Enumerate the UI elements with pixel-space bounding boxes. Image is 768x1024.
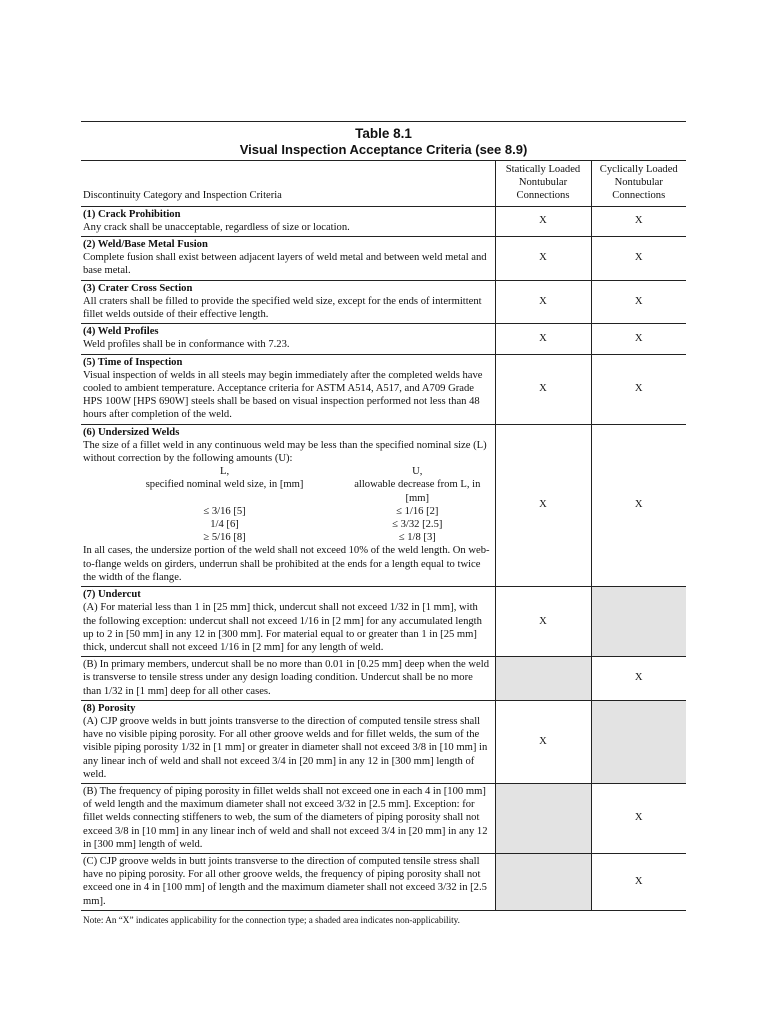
criteria-cell [81, 324, 495, 354]
table-row [81, 700, 686, 783]
static-not-applicable [495, 657, 591, 701]
row-text: (B) In primary members, undercut shall be no more than 0.01 in [0.25 mm] deep when the weld is transverse to tensile stress under any design loading condition. Undercut shall be no more than 1/32 in [1 mm] deep for all other cases. [83, 659, 489, 697]
sub-value-u: ≤ 1/16 [2] [396, 505, 439, 517]
row-heading: (5) Time of Inspection [83, 356, 183, 368]
header-statically-loaded: Statically Loaded Nontubular Connections [495, 161, 591, 207]
cyclic-mark: X [591, 424, 686, 586]
row-text: Weld profiles shall be in conformance with 7.23. [83, 339, 290, 351]
row-text: (A) CJP groove welds in butt joints transverse to the direction of computed tensile stress shall have no visible piping porosity. For all other groove welds and for fillet welds, the sum of the visible piping porosity 1/32 in [1 mm] or greater in diameter shall not exceed 3/8 in [10 mm] in any linear inch of weld and shall not exceed 3/4 in [20 mm] in any 12 in [300 mm] length of weld. [83, 715, 488, 780]
static-mark: X [495, 280, 591, 324]
static-mark: X [495, 206, 591, 236]
sub-header-u: U, [412, 466, 423, 478]
cyclic-not-applicable [591, 700, 686, 783]
criteria-cell [81, 280, 495, 324]
inspection-criteria-table [81, 160, 686, 911]
sub-header-l: L, [219, 466, 230, 478]
row-text: (A) For material less than 1 in [25 mm] thick, undercut shall not exceed 1/32 in [1 mm], with the following exception: undercut shall not exceed 1/16 in [2 mm] for any accumulated length up to 2 in [50 mm] in any 12 in [300 mm]. For material equal to or greater than 1 in [25 mm] thick, undercut shall not exceed 1/16 in [2 mm] for any length of weld. [83, 602, 482, 653]
static-not-applicable [495, 783, 591, 853]
row-heading: (8) Porosity [83, 702, 136, 714]
static-not-applicable [495, 853, 591, 910]
criteria-cell [81, 783, 495, 853]
sub-value-l: ≥ 5/16 [8] [203, 532, 246, 544]
table-row [81, 324, 686, 354]
cyclic-mark: X [591, 237, 686, 281]
table-title-block [81, 122, 686, 160]
undersize-subrow [83, 505, 493, 518]
sub-value-u: ≤ 3/32 [2.5] [392, 519, 443, 531]
table-row [81, 783, 686, 853]
table-row [81, 206, 686, 236]
cyclic-mark: X [591, 853, 686, 910]
row-text: All craters shall be filled to provide the specified weld size, except for the ends of intermittent fillet welds outside of their effective length. [83, 295, 482, 321]
table-row [81, 237, 686, 281]
cyclic-mark: X [591, 324, 686, 354]
static-mark: X [495, 424, 591, 586]
undersize-subrow [83, 531, 493, 544]
table-row [81, 657, 686, 701]
undersize-subtable-header [83, 465, 493, 478]
static-mark: X [495, 354, 591, 424]
row-text: The size of a fillet weld in any continuous weld may be less than the specified nominal size (L) without correction by the following amounts (U): [83, 439, 487, 465]
row-heading: (7) Undercut [83, 589, 141, 601]
table-row [81, 424, 686, 586]
header-cyclically-loaded: Cyclically Loaded Nontubular Connections [591, 161, 686, 207]
undersize-subtable-header-2 [83, 478, 493, 504]
row-text: Complete fusion shall exist between adjacent layers of weld metal and between weld metal and base metal. [83, 252, 487, 277]
table-row [81, 853, 686, 910]
row-text-continued: In all cases, the undersize portion of the weld shall not exceed 10% of the weld length. On web-to-flange welds on girders, underrun shall be prohibited at the ends for a length equal to twice the width of the flange. [83, 545, 490, 583]
criteria-cell [81, 424, 495, 586]
table-row [81, 587, 686, 657]
table-note: Note: An “X” indicates applicability for the connection type; a shaded area indicates non-applicability. [83, 914, 460, 925]
cyclic-mark: X [591, 657, 686, 701]
row-heading: (1) Crack Prohibition [83, 208, 181, 220]
header-criteria: Discontinuity Category and Inspection Criteria [81, 161, 495, 207]
sub-value-l: 1/4 [6] [210, 519, 239, 531]
static-mark: X [495, 700, 591, 783]
row-text: (B) The frequency of piping porosity in fillet welds shall not exceed one in each 4 in [100 mm] of weld length and the maximum diameter shall not exceed 3/32 in [2.5 mm]. Exception: for fillet welds connecting stiffeners to web, the sum of the diameters of piping porosity shall not exceed 3/8 in [10 mm] in any linear inch of weld and shall not exceed 3/4 in [20 mm] in any 12 in [300 mm] length of weld. [83, 785, 488, 850]
criteria-cell [81, 853, 495, 910]
row-text: Visual inspection of welds in all steels may begin immediately after the completed welds have cooled to ambient temperature. Acceptance criteria for ASTM A514, A517, and A709 Grade HPS 100W [HPS 690W] steels shall be based on visual inspection performed not less than 48 hours after completion of the weld. [83, 369, 483, 421]
static-mark: X [495, 237, 591, 281]
criteria-cell [81, 657, 495, 701]
document-page [81, 121, 686, 926]
cyclic-mark: X [591, 354, 686, 424]
row-heading: (2) Weld/Base Metal Fusion [83, 239, 208, 251]
sub-header-l-desc: specified nominal weld size, in [mm] [145, 479, 304, 491]
criteria-cell [81, 700, 495, 783]
row-heading: (3) Crater Cross Section [83, 282, 193, 294]
row-text: (C) CJP groove welds in butt joints transverse to the direction of computed tensile stress shall have no piping porosity. For all other groove welds, the frequency of piping porosity shall not exceed one in 4 in [100 mm] of length and the maximum diameter shall not exceed 3/32 in [2.5 mm]. [83, 855, 487, 907]
undersize-subrow [83, 518, 493, 531]
cyclic-not-applicable [591, 587, 686, 657]
static-mark: X [495, 324, 591, 354]
table-row [81, 354, 686, 424]
table-row [81, 280, 686, 324]
table-title: Table 8.1 [355, 126, 412, 141]
table-header-row [81, 161, 686, 207]
sub-value-l: ≤ 3/16 [5] [203, 505, 246, 517]
cyclic-mark: X [591, 783, 686, 853]
row-heading: (6) Undersized Welds [83, 426, 180, 438]
sub-value-u: ≤ 1/8 [3] [398, 532, 436, 544]
row-text: Any crack shall be unacceptable, regardless of size or location. [83, 221, 350, 233]
cyclic-mark: X [591, 206, 686, 236]
criteria-cell [81, 206, 495, 236]
sub-header-u-desc: allowable decrease from L, in [mm] [354, 479, 481, 504]
criteria-cell [81, 587, 495, 657]
criteria-cell [81, 354, 495, 424]
table-subtitle: Visual Inspection Acceptance Criteria (see 8.9) [239, 142, 528, 157]
row-heading: (4) Weld Profiles [83, 326, 159, 338]
criteria-cell [81, 237, 495, 281]
static-mark: X [495, 587, 591, 657]
cyclic-mark: X [591, 280, 686, 324]
